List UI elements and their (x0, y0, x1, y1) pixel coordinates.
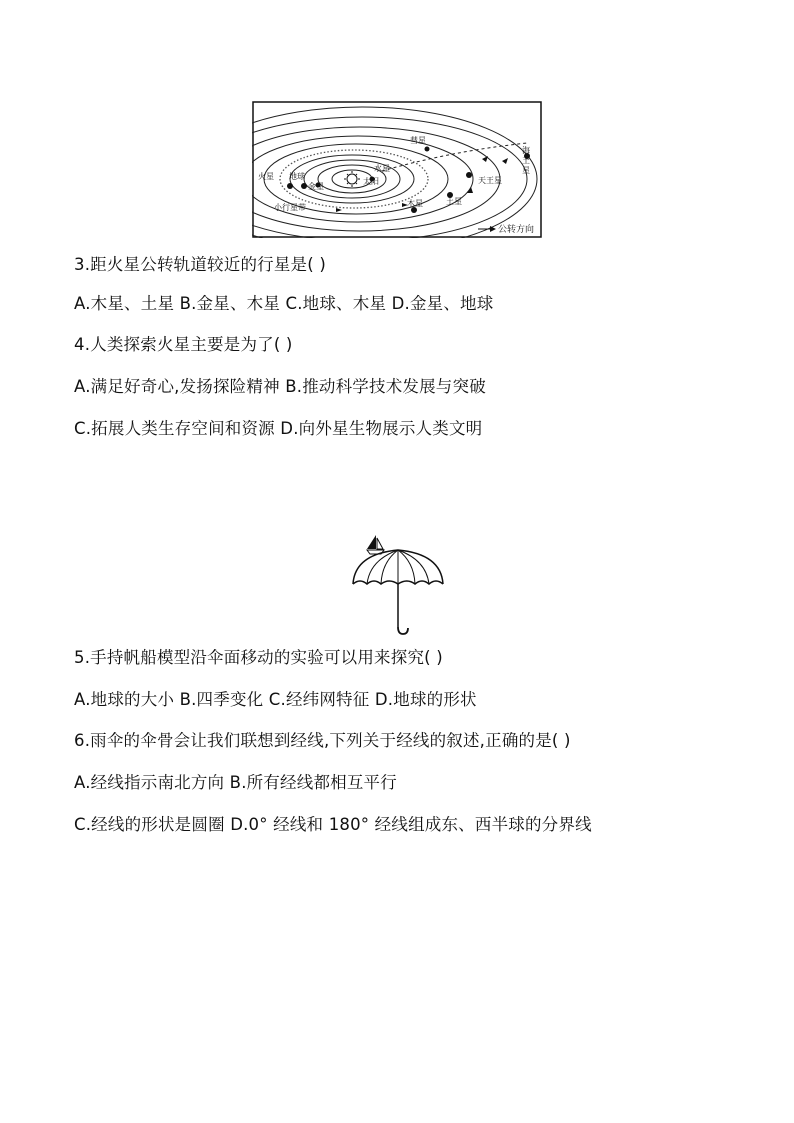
label-venus: 金星 (308, 182, 324, 191)
q3-stem: 3.距火星公转轨道较近的行星是( ) (74, 255, 326, 274)
solar-system-diagram (252, 101, 542, 238)
q5-stem: 5.手持帆船模型沿伞面移动的实验可以用来探究( ) (74, 648, 443, 667)
mars-dot (287, 183, 293, 189)
earth-dot (301, 183, 307, 189)
label-mercury: 水星 (374, 164, 390, 173)
label-jupiter: 木星 (407, 199, 423, 208)
q3-options: A.木星、土星 B.金星、木星 C.地球、木星 D.金星、地球 (74, 294, 494, 313)
q6-stem: 6.雨伞的伞骨会让我们联想到经线,下列关于经线的叙述,正确的是( ) (74, 731, 571, 750)
solar-system-figure (252, 101, 542, 238)
label-neptune-2: 王 (522, 156, 530, 165)
label-uranus: 天王星 (478, 176, 502, 185)
umbrella-diagram (350, 532, 446, 638)
label-saturn: 土星 (446, 197, 462, 206)
comet-dot (425, 147, 430, 152)
label-neptune-1: 海 (522, 146, 530, 155)
uranus-dot (466, 172, 472, 178)
label-comet: 彗星 (410, 136, 426, 145)
sun (347, 174, 357, 184)
label-asteroid-belt: 小行星带 (274, 203, 306, 212)
q5-options: A.地球的大小 B.四季变化 C.经纬网特征 D.地球的形状 (74, 690, 477, 709)
label-earth: 地球 (289, 172, 305, 181)
umbrella-figure (350, 532, 446, 638)
q4-options-2: C.拓展人类生存空间和资源 D.向外星生物展示人类文明 (74, 419, 483, 438)
label-legend: 公转方向 (498, 225, 535, 235)
boat-sail-2 (377, 538, 383, 549)
q4-options-1: A.满足好奇心,发扬探险精神 B.推动科学技术发展与突破 (74, 377, 486, 396)
label-sun: 太阳 (363, 177, 379, 186)
q6-options-2: C.经线的形状是圆圈 D.0° 经线和 180° 经线组成东、西半球的分界线 (74, 815, 592, 834)
boat-sail (367, 535, 376, 549)
q4-stem: 4.人类探索火星主要是为了( ) (74, 335, 293, 354)
q6-options-1: A.经线指示南北方向 B.所有经线都相互平行 (74, 773, 397, 792)
label-neptune-3: 星 (522, 166, 530, 175)
umbrella-handle (398, 627, 408, 634)
label-mars: 火星 (258, 172, 274, 181)
